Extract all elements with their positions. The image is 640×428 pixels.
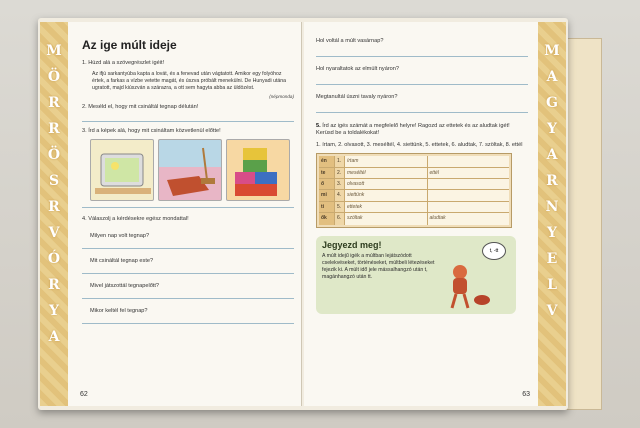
word-list: 1. írtam, 2. olvasott, 3. meséltél, 4. siettünk, 5. ettetek, 6. aludtak, 7. szöltak, 8. ettél — [316, 141, 523, 148]
grid-row — [319, 179, 509, 190]
left-strip-letter: Ö — [47, 147, 61, 163]
left-page — [40, 22, 302, 406]
task-1: 1. Húzd alá a szövegrészlet igéit! — [82, 60, 165, 66]
right-decorative-strip — [538, 22, 566, 406]
right-strip-letter: V — [546, 303, 558, 319]
left-strip-letter: S — [48, 173, 60, 189]
right-strip-letter: A — [546, 69, 558, 85]
right-strip-letter: G — [546, 95, 558, 111]
left-strip-letters — [40, 38, 68, 350]
question-4: Mikor keltél fel tegnap? — [90, 307, 148, 314]
speech-bubble: t, -tt — [482, 242, 506, 260]
picture-row — [90, 139, 294, 201]
grid-cell-col1[interactable]: ettetek — [345, 202, 428, 212]
grid-cell-tag: én — [319, 156, 335, 166]
answer-line[interactable] — [82, 323, 294, 324]
grid-cell-col2[interactable]: aludtak — [428, 213, 510, 224]
answer-line[interactable] — [82, 298, 294, 299]
grid-row — [319, 202, 509, 213]
grid-cell-per: 2. — [335, 168, 345, 178]
tv-picture — [90, 139, 154, 201]
grid-cell-col1[interactable]: siettünk — [345, 190, 428, 200]
grid-cell-per: 1. — [335, 156, 345, 166]
grid-cell-per: 4. — [335, 190, 345, 200]
question-1: Milyen nap volt tegnap? — [90, 232, 150, 239]
right-strip-letter: R — [546, 173, 558, 189]
grid-cell-col1[interactable]: meséltél — [345, 168, 428, 178]
left-strip-letter: A — [48, 329, 60, 345]
answer-line[interactable] — [82, 273, 294, 274]
grid-cell-tag: ti — [319, 202, 335, 212]
answer-line[interactable] — [316, 112, 528, 113]
grid-cell-per: 5. — [335, 202, 345, 212]
grid-row — [319, 190, 509, 201]
answer-line[interactable] — [82, 248, 294, 249]
right-strip-letter: L — [547, 277, 557, 293]
grid-cell-col2[interactable] — [428, 179, 510, 189]
grid-cell-col2[interactable]: ettél — [428, 168, 510, 178]
left-strip-letter: Ó — [47, 251, 61, 267]
right-strip-letter: Y — [547, 225, 557, 241]
grid-cell-col1[interactable]: írtam — [345, 156, 428, 166]
grid-cell-per: 3. — [335, 179, 345, 189]
answer-line[interactable] — [82, 207, 294, 208]
grid-cell-col1[interactable]: szóltak — [345, 213, 428, 224]
left-decorative-strip — [40, 22, 68, 406]
grid-cell-tag: te — [319, 168, 335, 178]
dustpan-picture — [158, 139, 222, 201]
task-4: 4. Válaszolj a kérdésekre egész mondattal! — [82, 216, 189, 223]
grid-row — [319, 168, 509, 179]
grid-cell-tag: ők — [319, 213, 335, 224]
answer-line[interactable] — [82, 121, 294, 122]
right-strip-letter: Y — [547, 121, 557, 137]
question-2: Mit csináltál tegnap este? — [90, 257, 154, 264]
open-book — [38, 18, 568, 410]
task-2: 2. Meséld el, hogy mit csináltál tegnap délután! — [82, 104, 199, 111]
grid-row — [319, 156, 509, 167]
grid-cell-tag: ő — [319, 179, 335, 189]
text-passage: Az ifjú sarkantyúba kapta a lovát, és a fenevad után vágtatott. Amikor egy folyóhoz értek, a farkas a vízbe vetette magát, és úszva próbált menekülni. De Hunyadi utána ugratott, majd kiúszván a szárazra, a ott sem hagyta abba az üldözést. — [92, 71, 287, 92]
source-label: (népmonda) — [269, 94, 294, 100]
question-3: Megtanultál úszni tavaly nyáron? — [316, 94, 398, 100]
question-1: Hol voltál a múlt vasárnap? — [316, 38, 384, 44]
grid-cell-col2[interactable] — [428, 190, 510, 200]
note-box — [316, 236, 516, 314]
left-strip-letter: R — [48, 121, 60, 137]
grid-row — [319, 213, 509, 224]
right-page — [304, 22, 566, 406]
right-strip-letter: A — [546, 147, 558, 163]
note-text: A múlt idejű igék a múltban lejátszódott cselekvéseket, történéseket, múltbeli létezéseket fejezik ki. A múlt idő jele mássalhangzó után t, magánhangzó után tt. — [322, 252, 435, 281]
task-5 — [316, 123, 528, 138]
grid-cell-tag: mi — [319, 190, 335, 200]
left-strip-letter: Y — [49, 303, 59, 319]
blocks-picture — [226, 139, 290, 201]
question-3: Mivel játszottál tegnapelőtt? — [90, 282, 160, 289]
grid-cell-col2[interactable] — [428, 202, 510, 212]
left-strip-letter: V — [48, 225, 60, 241]
right-strip-letter: E — [546, 251, 558, 267]
right-strip-letters — [538, 38, 566, 324]
question-2: Hol nyaraltatok az elmúlt nyáron? — [316, 66, 400, 72]
left-strip-letter: R — [48, 95, 60, 111]
grid-cell-col1[interactable]: olvasott — [345, 179, 428, 189]
left-strip-letter: M — [46, 43, 62, 59]
left-strip-letter: Ö — [47, 69, 61, 85]
answer-line[interactable] — [316, 56, 528, 57]
note-title: Jegyezd meg! — [322, 239, 382, 250]
task-5-text: Írd az igés számát a megfelelő helyre! Ragozd az ettetek és az aludtak igét! Kerüsd be a toldalékokat! — [316, 123, 510, 137]
page-number: 62 — [80, 391, 88, 398]
right-strip-letter: N — [545, 199, 559, 215]
grid-cell-per: 6. — [335, 213, 345, 224]
conjugation-grid — [316, 153, 512, 227]
task-5-number: 5. — [316, 123, 321, 129]
left-strip-letter: R — [48, 277, 60, 293]
page-number: 63 — [522, 391, 530, 398]
answer-line[interactable] — [316, 84, 528, 85]
task-3: 3. Írd a képek alá, hogy mit csináltam közvetlenül előtte! — [82, 127, 221, 134]
left-strip-letter: R — [48, 199, 60, 215]
caveman-illustration — [440, 260, 492, 310]
page-title: Az ige múlt ideje — [82, 38, 177, 52]
right-strip-letter: M — [544, 43, 560, 59]
grid-cell-col2[interactable] — [428, 156, 510, 166]
